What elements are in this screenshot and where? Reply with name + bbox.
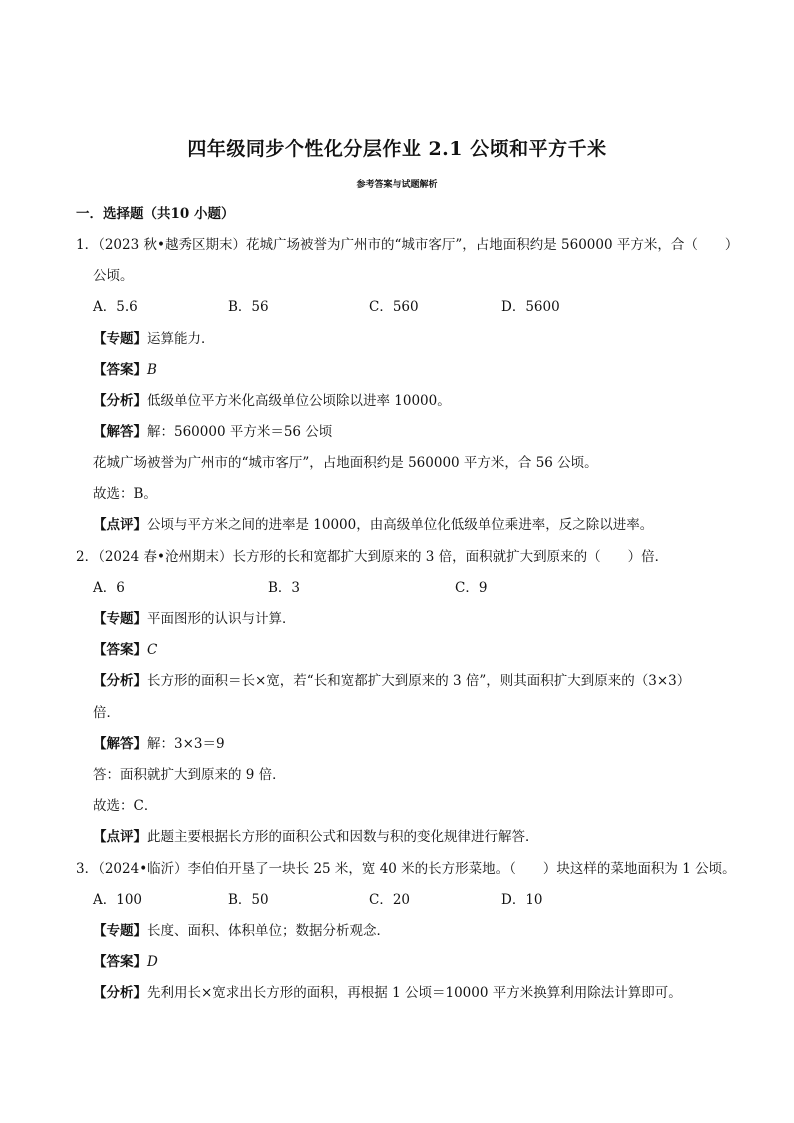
q2-analysis [93, 671, 690, 691]
q1-comment [93, 515, 653, 535]
q1-answer [93, 360, 157, 380]
comment-tag: 【点评】 [93, 517, 147, 533]
q2-choose: 故选：C． [93, 798, 158, 814]
answer-text: C [147, 642, 158, 658]
q2-option-a: A．6 [93, 580, 125, 596]
q3-option-c: C．20 [369, 892, 411, 908]
q2-answer [93, 640, 157, 660]
q1-stem-line1: 1．（2023 秋•越秀区期末）花城广场被誉为广州市的“城市客厅”，占地面积约是 560000 平方米，合（ ） [76, 237, 739, 253]
answer-text: B [147, 362, 157, 378]
q3-option-a: A．100 [93, 892, 143, 908]
q2-comment [93, 827, 539, 847]
q3-stem-line1: 3．（2024•临沂）李伯伯开垦了一块长 25 米，宽 40 米的长方形菜地。（ ）块这样的菜地面积为 1 公顷。 [76, 861, 736, 877]
solution-tag: 【解答】 [93, 424, 147, 440]
topic-tag: 【专题】 [93, 331, 147, 347]
q2-solution-line2: 答：面积就扩大到原来的 9 倍． [93, 767, 286, 783]
q1-solution-line2: 花城广场被誉为广州市的“城市客厅”，占地面积约是 560000 平方米，合 56 公顷。 [93, 455, 598, 471]
q3-topic [93, 921, 390, 941]
topic-text: 长度、面积、体积单位；数据分析观念． [147, 923, 390, 939]
q3-option-d: D．10 [501, 892, 543, 908]
solution-tag: 【解答】 [93, 736, 147, 752]
answer-tag: 【答案】 [93, 642, 147, 658]
analysis-text: 长方形的面积＝长×宽，若“长和宽都扩大到原来的 3 倍”，则其面积扩大到原来的（3×3） [147, 673, 691, 689]
q1-option-a: A．5.6 [93, 299, 138, 315]
q1-stem-line2: 公顷。 [93, 268, 134, 284]
answer-tag: 【答案】 [93, 954, 147, 970]
q1-option-d: D．5600 [501, 299, 560, 315]
q2-stem-line1: 2．（2024 春•沧州期末）长方形的长和宽都扩大到原来的 3 倍，面积就扩大到原来的（ ）倍． [76, 549, 669, 565]
q2-analysis-line2: 倍． [93, 705, 120, 721]
q1-option-b: B．56 [228, 299, 269, 315]
q3-analysis [93, 983, 682, 1003]
page-title: 四年级同步个性化分层作业 2.1 公顷和平方千米 [187, 138, 607, 160]
q2-option-c: C．9 [455, 580, 488, 596]
analysis-text: 低级单位平方米化高级单位公顷除以进率 10000。 [147, 393, 451, 409]
q1-solution [93, 422, 332, 442]
q3-option-b: B．50 [228, 892, 269, 908]
topic-text: 运算能力． [147, 331, 215, 347]
q1-analysis [93, 391, 451, 411]
topic-tag: 【专题】 [93, 611, 147, 627]
q2-option-b: B．3 [268, 580, 301, 596]
comment-text: 公顷与平方米之间的进率是 10000，由高级单位化低级单位乘进率，反之除以进率。 [147, 517, 654, 533]
analysis-tag: 【分析】 [93, 673, 147, 689]
comment-tag: 【点评】 [93, 829, 147, 845]
analysis-tag: 【分析】 [93, 985, 147, 1001]
topic-text: 平面图形的认识与计算． [147, 611, 296, 627]
page-subtitle: 参考答案与试题解析 [356, 180, 438, 190]
q1-topic [93, 329, 215, 349]
q2-solution [93, 734, 225, 754]
q1-choose: 故选：B。 [93, 486, 157, 502]
solution-text: 解：560000 平方米＝56 公顷 [147, 424, 333, 440]
analysis-tag: 【分析】 [93, 393, 147, 409]
solution-text: 解：3×3＝9 [147, 736, 225, 752]
q2-topic [93, 609, 296, 629]
answer-tag: 【答案】 [93, 362, 147, 378]
topic-tag: 【专题】 [93, 923, 147, 939]
comment-text: 此题主要根据长方形的面积公式和因数与积的变化规律进行解答． [147, 829, 539, 845]
q3-answer [93, 952, 158, 972]
analysis-text: 先利用长×宽求出长方形的面积，再根据 1 公顷＝10000 平方米换算利用除法计算即可。 [147, 985, 682, 1001]
section-heading: 一．选择题（共10 小题） [76, 206, 235, 222]
answer-text: D [147, 954, 158, 970]
q1-option-c: C．560 [369, 299, 419, 315]
